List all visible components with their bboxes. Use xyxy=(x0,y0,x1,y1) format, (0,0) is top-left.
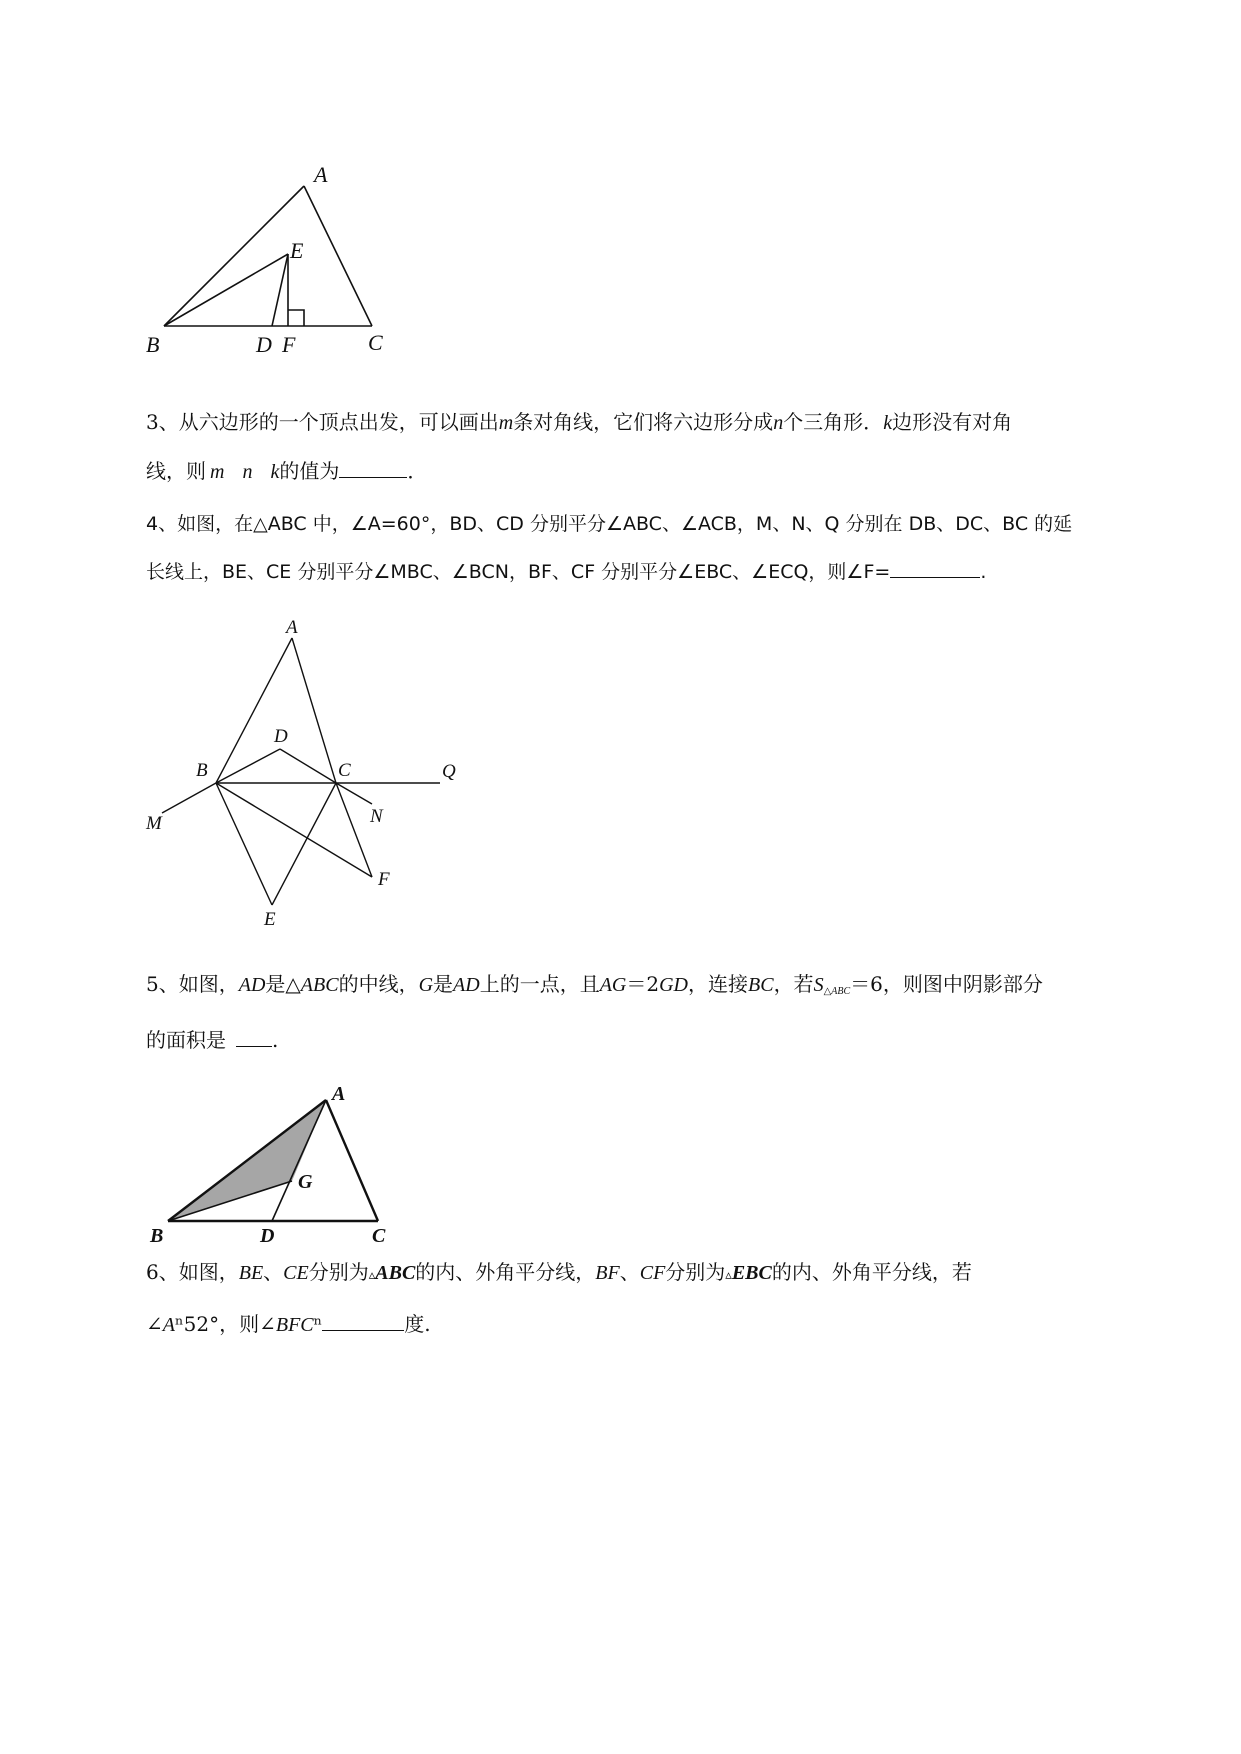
figure-angle-bisectors xyxy=(140,615,470,935)
text: 条对角线，它们将六边形分成 xyxy=(513,410,774,434)
area-symbol: S xyxy=(813,974,824,996)
angle-A: ∠A xyxy=(146,1314,175,1336)
text: ＝6，则图中阴影部分 xyxy=(850,972,1043,996)
text: 度. xyxy=(404,1312,431,1336)
var-n: n xyxy=(242,461,253,483)
label-D: D xyxy=(260,1225,275,1247)
text: 、 xyxy=(263,1260,284,1284)
label-N: N xyxy=(370,806,383,827)
question-number: 4、 xyxy=(146,513,178,535)
text: 的内、外角平分线， xyxy=(415,1260,596,1284)
answer-blank[interactable] xyxy=(322,1312,404,1331)
segment-BF: BF xyxy=(595,1262,620,1284)
question-5 xyxy=(146,960,1146,1064)
question-3 xyxy=(146,398,1146,496)
label-B: B xyxy=(150,1225,164,1247)
text: ，若 xyxy=(773,972,814,996)
question-5-line-2 xyxy=(146,1016,1146,1064)
label-E: E xyxy=(290,238,304,263)
triangle-icon: ▵ xyxy=(725,1268,732,1283)
text: 从六边形的一个顶点出发，可以画出 xyxy=(178,410,499,434)
triangle-icon: ▵ xyxy=(368,1268,376,1283)
label-A: A xyxy=(314,162,328,187)
var-k: k xyxy=(270,461,280,483)
text: ＝2 xyxy=(626,972,660,996)
segment-CE: CE xyxy=(283,1262,309,1284)
text: 的面积是 xyxy=(146,1028,226,1052)
triangle-EBC: EBC xyxy=(731,1262,772,1284)
answer-blank[interactable] xyxy=(339,459,407,478)
text: 如图， xyxy=(178,1260,239,1284)
question-5-line-1 xyxy=(146,960,1146,1016)
question-number: 3、 xyxy=(146,410,179,434)
text: 是△ xyxy=(265,972,301,996)
text: 、 xyxy=(619,1260,640,1284)
point-G: G xyxy=(418,974,434,996)
text: 个三角形． xyxy=(783,410,884,434)
question-6-line-2 xyxy=(146,1300,1146,1349)
label-M: M xyxy=(146,813,162,834)
label-B: B xyxy=(196,760,208,781)
label-G: G xyxy=(298,1171,313,1193)
label-E: E xyxy=(264,909,276,930)
label-A: A xyxy=(286,617,298,638)
label-F: F xyxy=(378,869,390,890)
question-4-line-1 xyxy=(146,500,1146,548)
label-D: D xyxy=(274,726,288,747)
figure-triangle-abc-altitude xyxy=(140,160,400,360)
label-C: C xyxy=(372,1225,386,1247)
segment-GD: GD xyxy=(659,974,688,996)
text: 的中线， xyxy=(338,972,419,996)
label-B: B xyxy=(146,332,160,357)
question-3-line-1 xyxy=(146,398,1146,447)
angle-BFC: ∠BFC xyxy=(259,1314,314,1336)
label-C: C xyxy=(368,330,383,355)
var-n: n xyxy=(773,412,784,434)
text: 是 xyxy=(433,972,454,996)
text: 分别为 xyxy=(308,1260,369,1284)
var-m: m xyxy=(210,461,225,483)
text: 的内、外角平分线，若 xyxy=(771,1260,972,1284)
label-Q: Q xyxy=(442,761,456,782)
text: 分别为 xyxy=(665,1260,726,1284)
text: 边形没有对角 xyxy=(892,410,1013,434)
text: . xyxy=(980,561,987,583)
text: 如图， xyxy=(178,972,239,996)
question-6 xyxy=(146,1248,1146,1349)
figure-triangle-median-shaded xyxy=(140,1078,400,1248)
label-F: F xyxy=(282,332,296,357)
question-number: 6、 xyxy=(146,1260,179,1284)
text: ⁿ52°，则 xyxy=(174,1312,260,1336)
label-D: D xyxy=(256,332,272,357)
segment-AD: AD xyxy=(453,974,480,996)
segment-AD: AD xyxy=(238,974,266,996)
text: 如图，在△ABC 中，∠A=60°，BD、CD 分别平分∠ABC、∠ACB，M、N、Q 分别在 DB、DC、BC 的延 xyxy=(177,513,1073,535)
answer-blank[interactable] xyxy=(890,559,980,578)
question-3-line-2 xyxy=(146,447,1146,496)
text: 长线上，BE、CE 分别平分∠MBC、∠BCN，BF、CF 分别平分∠EBC、∠ECQ，则∠F= xyxy=(146,561,891,583)
text: ⁿ xyxy=(313,1312,323,1336)
label-C: C xyxy=(338,760,351,781)
segment-BC: BC xyxy=(748,974,774,996)
triangle-ABC: ABC xyxy=(375,1262,416,1284)
question-6-line-1 xyxy=(146,1248,1146,1300)
question-4 xyxy=(146,500,1146,596)
segment-BE: BE xyxy=(238,1262,264,1284)
text: 上的一点，且 xyxy=(479,972,600,996)
text: 线，则 xyxy=(146,459,206,483)
triangle-ABC: ABC xyxy=(300,974,339,996)
segment-CF: CF xyxy=(639,1262,666,1284)
area-subscript: △ABC xyxy=(823,986,851,997)
text: 的值为 xyxy=(279,459,340,483)
segment-AG: AG xyxy=(599,974,627,996)
text: ． xyxy=(407,459,428,483)
var-k: k xyxy=(883,412,893,434)
question-4-line-2 xyxy=(146,548,1146,596)
answer-blank[interactable] xyxy=(236,1028,272,1047)
question-number: 5、 xyxy=(146,972,179,996)
label-A: A xyxy=(332,1083,346,1105)
text: ，连接 xyxy=(688,972,748,996)
var-m: m xyxy=(498,412,514,434)
text: . xyxy=(272,1028,279,1052)
